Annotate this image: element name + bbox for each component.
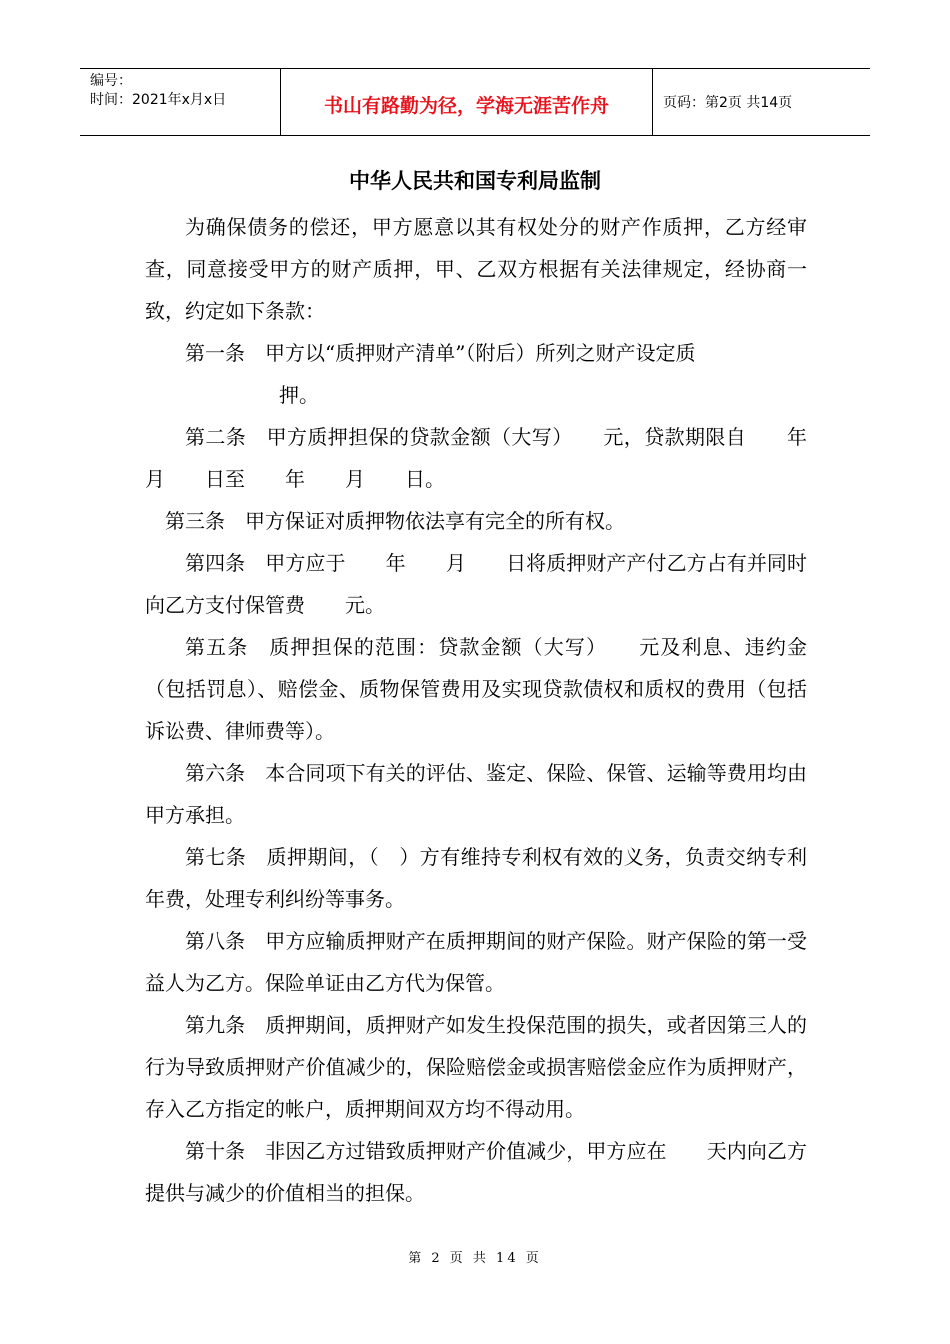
clause-10: 第十条 非因乙方过错致质押财产价值减少，甲方应在 天内向乙方提供与减少的价值相当的担保。 [145, 1139, 807, 1205]
intro-paragraph: 为确保债务的偿还，甲方愿意以其有权处分的财产作质押，乙方经审查，同意接受甲方的财产质押，甲、乙双方根据有关法律规定，经协商一致，约定如下条款： [145, 215, 807, 323]
clause-4: 第四条 甲方应于 年 月 日将质押财产产付乙方占有并同时向乙方支付保管费 元。 [145, 551, 807, 617]
clause-8: 第八条 甲方应输质押财产在质押期间的财产保险。财产保险的第一受益人为乙方。保险单证由乙方代为保管。 [145, 929, 807, 995]
time-label: 时间：2021年x月x日 [90, 92, 227, 108]
document-body [145, 206, 847, 1214]
clause-3: 第三条 甲方保证对质押物依法享有完全的所有权。 [165, 509, 625, 533]
page-info-text: 页码：第2页 共14页 [663, 95, 793, 111]
header-motto [281, 69, 653, 135]
page-header [80, 68, 870, 136]
number-label: 编号： [90, 73, 132, 89]
clause-2: 第二条 甲方质押担保的贷款金额（大写） 元，贷款期限自 年 月 日至 年 月 日。 [145, 425, 847, 491]
page-footer: 第 2 页 共 14 页 [408, 1251, 542, 1266]
header-page-info [653, 69, 870, 135]
clause-1-line-1: 第一条 甲方以“质押财产清单”（附后）所列之财产设定质 [185, 341, 696, 365]
motto-text: 书山有路勤为径，学海无涯苦作舟 [323, 94, 609, 117]
clause-5: 第五条 质押担保的范围：贷款金额（大写） 元及利息、违约金（包括罚息）、赔偿金、质物保管费用及实现贷款债权和质权的费用（包括诉讼费、律师费等）。 [145, 635, 807, 743]
clause-1-line-2: 押。 [279, 383, 319, 407]
clause-9: 第九条 质押期间，质押财产如发生投保范围的损失，或者因第三人的行为导致质押财产价值减少的，保险赔偿金或损害赔偿金应作为质押财产，存入乙方指定的帐户，质押期间双方均不得动用。 [145, 1013, 807, 1121]
clause-7: 第七条 质押期间，（ ）方有维持专利权有效的义务，负责交纳专利年费，处理专利纠纷等事务。 [145, 845, 807, 911]
document-title: 中华人民共和国专利局监制 [349, 169, 601, 193]
clause-1 [145, 332, 807, 416]
header-meta [80, 69, 281, 135]
clause-6: 第六条 本合同项下有关的评估、鉴定、保险、保管、运输等费用均由甲方承担。 [145, 761, 807, 827]
